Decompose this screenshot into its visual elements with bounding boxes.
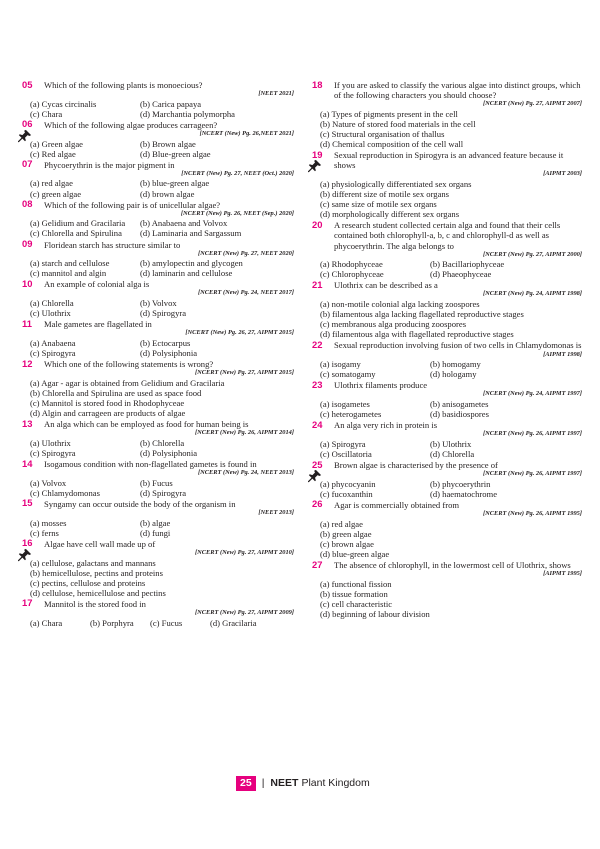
question-stem xyxy=(22,419,294,429)
question-stem xyxy=(312,150,582,170)
question-stem xyxy=(312,460,582,470)
question-stem xyxy=(22,319,294,329)
question-source: [NCERT (New) Pg. 27, NEET (Oct.) 2020] xyxy=(181,169,294,177)
question-text: Algae have cell wall made up of xyxy=(44,538,156,549)
answer-option[interactable]: (b) homogamy xyxy=(430,359,481,370)
answer-option[interactable]: (d) Laminaria and Sargassum xyxy=(140,228,242,239)
question-stem xyxy=(312,380,582,390)
options-list xyxy=(312,479,582,499)
question-block xyxy=(22,419,294,458)
answer-option[interactable]: (c) Ulothrix xyxy=(30,308,71,319)
answer-option[interactable]: (a) starch and cellulose xyxy=(30,258,110,269)
question-block xyxy=(22,539,294,598)
question-number: 22 xyxy=(312,338,323,350)
answer-option[interactable]: (b) Chlorella xyxy=(140,437,185,448)
answer-option[interactable]: (a) physiologically differentiated sex organs xyxy=(320,178,472,189)
answer-option[interactable]: (b) green algae xyxy=(320,528,372,539)
question-text: Mannitol is the stored food in xyxy=(44,598,146,609)
answer-option[interactable]: (a) Rhodophyceae xyxy=(320,259,383,270)
answer-option[interactable]: (b) Brown algae xyxy=(140,138,196,149)
question-stem xyxy=(22,459,294,469)
answer-option[interactable]: (d) morphologically different sex organs xyxy=(320,209,460,220)
answer-option[interactable]: (c) Chlorophyceae xyxy=(320,269,384,280)
question-stem xyxy=(22,160,294,170)
answer-option[interactable]: (c) Chlorella and Spirulina xyxy=(30,228,122,239)
options-list xyxy=(22,438,294,458)
answer-option[interactable]: (a) mosses xyxy=(30,517,67,528)
page-number: 25 xyxy=(236,776,256,791)
question-text: Brown algae is characterised by the presence of xyxy=(334,460,498,471)
question-source: [NCERT (New) Pg. 26, AIPMT 1995] xyxy=(483,510,582,518)
answer-option[interactable]: (d) Chlorella xyxy=(430,448,475,459)
question-stem xyxy=(312,280,582,290)
answer-option[interactable]: (b) Ulothrix xyxy=(430,438,472,449)
pushpin-icon xyxy=(308,159,322,173)
question-number: 26 xyxy=(312,498,323,510)
question-text: An example of colonial alga is xyxy=(44,279,150,290)
answer-option[interactable]: (d) fungi xyxy=(140,527,171,538)
question-text: Agar is commercially obtained from xyxy=(334,499,460,510)
options-list xyxy=(22,258,294,278)
answer-option[interactable]: (c) Mannitol is stored food in Rhodophyceae xyxy=(30,398,185,408)
question-text: Floridean starch has structure similar to xyxy=(44,239,181,250)
question-source: [NCERT (New) Pg. 24, NEET 2013] xyxy=(197,469,294,477)
answer-option[interactable]: (c) Red algae xyxy=(30,148,76,159)
question-number: 07 xyxy=(22,158,33,170)
answer-option[interactable]: (d) basidiospores xyxy=(430,409,489,420)
question-block xyxy=(22,319,294,358)
answer-option[interactable]: (a) Chara xyxy=(30,617,63,628)
options-list xyxy=(312,399,582,419)
question-number: 23 xyxy=(312,378,323,390)
question-text: Which of the following plants is monoecious? xyxy=(44,80,203,90)
answer-option[interactable]: (a) Cycas circinalis xyxy=(30,98,97,109)
question-source: [NEET 2013] xyxy=(258,509,294,517)
question-number: 09 xyxy=(22,238,33,249)
answer-option[interactable]: (d) Phaeophyceae xyxy=(430,269,492,280)
options-list xyxy=(312,179,582,219)
answer-option[interactable]: (c) Chara xyxy=(30,108,63,119)
question-text: An alga which can be employed as food for human being is xyxy=(44,419,249,430)
answer-option[interactable]: (b) Fucus xyxy=(140,477,173,488)
options-list xyxy=(22,558,294,598)
question-block xyxy=(312,220,582,279)
question-source: [NCERT (New) Pg. 26, AIPMT 1997] xyxy=(483,430,582,438)
question-source: [NCERT (New) Pg. 26, AIPMT 2014] xyxy=(195,429,294,437)
answer-option[interactable]: (c) mannitol and algin xyxy=(30,268,107,279)
question-block xyxy=(312,80,582,149)
answer-option[interactable]: (c) pectins, cellulose and proteins xyxy=(30,577,146,588)
answer-option[interactable]: (b) anisogametes xyxy=(430,399,489,409)
question-number: 15 xyxy=(22,497,33,509)
options-list xyxy=(22,518,294,538)
question-text: Ulothrix filaments produce xyxy=(334,380,428,391)
answer-option[interactable]: (c) heterogametes xyxy=(320,409,382,420)
question-number: 18 xyxy=(312,78,323,90)
question-number: 24 xyxy=(312,418,323,430)
question-text: Ulothrix can be described as a xyxy=(334,280,438,291)
answer-option[interactable]: (c) Fucus xyxy=(150,617,183,628)
question-source: [NCERT (New) Pg. 26, NEET (Sep.) 2020] xyxy=(180,209,294,217)
question-source: [NCERT (New) Pg. 27, AIPMT 2000] xyxy=(483,250,582,258)
options-list xyxy=(312,579,582,619)
question-number: 19 xyxy=(312,148,323,160)
answer-option[interactable]: (c) ferns xyxy=(30,527,59,538)
answer-option[interactable]: (a) Spirogyra xyxy=(320,438,366,449)
question-source: [NCERT (New) Pg. 26, 27, AIPMT 2015] xyxy=(185,329,294,337)
answer-option[interactable]: (a) cellulose, galactans and mannans xyxy=(30,557,156,568)
question-stem xyxy=(312,420,582,430)
answer-option[interactable]: (a) red algae xyxy=(30,178,73,189)
answer-option[interactable]: (b) Bacillariophyceae xyxy=(430,259,505,270)
answer-option[interactable]: (d) Marchantia polymorpha xyxy=(140,108,235,119)
question-block xyxy=(22,200,294,239)
options-list xyxy=(312,299,582,339)
question-text: Phycoerythrin is the major pigment in xyxy=(44,159,175,170)
question-source: [AIPMT 1998] xyxy=(543,350,582,358)
answer-option[interactable]: (c) membranous alga producing zoospores xyxy=(320,319,467,330)
answer-option[interactable]: (d) Algin and carrageen are products of algae xyxy=(30,408,186,419)
question-block xyxy=(22,279,294,318)
answer-option[interactable]: (a) Agar - agar is obtained from Gelidium and Gracilaria xyxy=(30,377,225,388)
options-list xyxy=(312,259,582,279)
question-number: 13 xyxy=(22,417,33,429)
pushpin-icon xyxy=(308,469,322,483)
question-stem xyxy=(22,539,294,549)
answer-option[interactable]: (c) Spirogyra xyxy=(30,348,76,359)
answer-option[interactable]: (a) Volvox xyxy=(30,477,67,488)
question-number: 06 xyxy=(22,118,33,130)
question-source: [AIPMT 1995] xyxy=(543,570,582,578)
answer-option[interactable]: (b) filamentous alga lacking flagellated reproductive stages xyxy=(320,309,524,320)
answer-option[interactable]: (b) amylopectin and glycogen xyxy=(140,258,243,269)
options-list xyxy=(22,478,294,498)
answer-option[interactable]: (c) fucoxanthin xyxy=(320,488,373,499)
answer-option[interactable]: (d) Blue-green algae xyxy=(140,148,211,159)
question-source: [NCERT (New) Pg. 26,NEET 2021] xyxy=(199,129,294,137)
question-number: 12 xyxy=(22,357,33,369)
question-source: [NCERT (New) Pg. 27, AIPMT 2010] xyxy=(195,548,294,556)
answer-option[interactable]: (c) Chlamydomonas xyxy=(30,487,100,498)
question-source: [NCERT (New) Pg. 26, AIPMT 1997] xyxy=(483,470,582,478)
answer-option[interactable]: (d) Spirogyra xyxy=(140,487,187,498)
answer-option[interactable]: (a) isogamy xyxy=(320,359,361,370)
answer-option[interactable]: (d) blue-green algae xyxy=(320,548,390,559)
question-text: Which of the following pair is of unicellular algae? xyxy=(44,199,221,210)
question-stem xyxy=(312,220,582,250)
question-number: 11 xyxy=(22,317,32,329)
answer-option[interactable]: (c) green algae xyxy=(30,188,82,199)
answer-option[interactable]: (d) Polysiphonia xyxy=(140,447,198,458)
answer-option[interactable]: (c) Oscillatoria xyxy=(320,448,372,459)
answer-option[interactable]: (b) phycoerythrin xyxy=(430,478,491,489)
question-block xyxy=(312,420,582,459)
question-source: [NEET 2021] xyxy=(258,90,294,98)
question-stem xyxy=(22,599,294,609)
question-number: 05 xyxy=(22,78,33,90)
question-text: Sexual reproduction in Spirogyra is an advanced feature because it shows xyxy=(334,150,564,171)
question-text: A research student collected certain alga and found that their cells contained both chlorophyll-a, b, c and chlorophyll-d as well as phycoerythrin. The alga belongs to xyxy=(334,220,561,251)
answer-option[interactable]: (a) Anabaena xyxy=(30,337,76,348)
question-stem xyxy=(22,200,294,210)
answer-option[interactable]: (b) Volvox xyxy=(140,298,177,309)
question-stem xyxy=(22,80,294,90)
question-source: [NCERT (New) Pg. 24, AIPMT 1998] xyxy=(483,290,582,298)
question-number: 10 xyxy=(22,277,33,289)
right-column xyxy=(312,80,582,620)
answer-option[interactable]: (b) Porphyra xyxy=(90,617,134,628)
question-source: [NCERT (New) Pg. 24, AIPMT 1997] xyxy=(483,390,582,398)
answer-option[interactable]: (c) Structural organisation of thallus xyxy=(320,128,445,139)
question-block xyxy=(22,459,294,498)
options-list xyxy=(312,439,582,459)
question-stem xyxy=(22,240,294,250)
answer-option[interactable]: (a) phycocyanin xyxy=(320,478,376,489)
answer-option[interactable]: (a) functional fission xyxy=(320,578,392,589)
question-source: [NCERT (New) Pg. 27, AIPMT 2009] xyxy=(195,608,294,616)
answer-option[interactable]: (b) Carica papaya xyxy=(140,98,202,109)
footer-chapter: Plant Kingdom xyxy=(301,777,370,789)
question-block xyxy=(312,460,582,499)
question-block xyxy=(312,280,582,339)
answer-option[interactable]: (b) Anabaena and Volvox xyxy=(140,218,228,229)
options-list xyxy=(22,178,294,198)
question-number: 27 xyxy=(312,558,323,570)
question-number: 25 xyxy=(312,458,323,470)
question-source: [NCERT (New) Pg. 27, NEET 2020] xyxy=(197,249,294,257)
question-number: 21 xyxy=(312,278,323,290)
answer-option[interactable]: (b) tissue formation xyxy=(320,588,388,599)
answer-option[interactable]: (d) haematochrome xyxy=(430,488,498,499)
question-block xyxy=(312,500,582,559)
answer-option[interactable]: (a) non-motile colonial alga lacking zoospores xyxy=(320,299,480,310)
question-number: 16 xyxy=(22,537,33,549)
options-list xyxy=(22,298,294,318)
answer-option[interactable]: (b) Ectocarpus xyxy=(140,337,191,348)
answer-option[interactable]: (b) blue-green algae xyxy=(140,178,210,189)
question-stem xyxy=(312,560,582,570)
answer-option[interactable]: (a) Gelidium and Gracilaria xyxy=(30,218,126,229)
pushpin-icon xyxy=(18,548,32,562)
question-stem xyxy=(22,120,294,130)
question-text: Male gametes are flagellated in xyxy=(44,319,152,330)
pushpin-icon xyxy=(18,129,32,143)
answer-option[interactable]: (a) isogametes xyxy=(320,399,370,409)
answer-option[interactable]: (a) Chlorella xyxy=(30,298,74,309)
question-number: 20 xyxy=(312,218,323,230)
question-stem xyxy=(22,279,294,289)
answer-option[interactable]: (a) Types of pigments present in the cell xyxy=(320,108,458,119)
question-text: If you are asked to classify the various algae into distinct groups, which of the following characters you should choose? xyxy=(334,80,581,101)
question-block xyxy=(22,359,294,418)
answer-option[interactable]: (a) Ulothrix xyxy=(30,437,71,448)
question-text: An alga very rich in protein is xyxy=(334,420,438,431)
answer-option[interactable]: (c) cell characteristic xyxy=(320,598,393,609)
answer-option[interactable]: (c) brown algae xyxy=(320,538,374,549)
options-list xyxy=(22,378,294,418)
question-block xyxy=(312,560,582,619)
question-source: [NCERT (New) Pg. 27, AIPMT 2007] xyxy=(483,100,582,108)
answer-option[interactable]: (d) Gracilaria xyxy=(210,617,257,628)
question-block xyxy=(22,160,294,199)
answer-option[interactable]: (b) Chlorella and Spirulina are used as space food xyxy=(30,387,202,398)
question-text: The absence of chlorophyll, in the lowermost cell of Ulothrix, shows xyxy=(334,560,571,570)
question-text: Sexual reproduction involving fusion of two cells in Chlamydomonas is xyxy=(334,340,582,351)
options-list xyxy=(22,99,294,119)
question-stem xyxy=(22,499,294,509)
question-block xyxy=(22,599,294,628)
question-text: Syngamy can occur outside the body of the organism in xyxy=(44,498,236,509)
page-footer xyxy=(236,775,370,791)
answer-option[interactable]: (d) laminarin and cellulose xyxy=(140,268,233,279)
options-list xyxy=(22,139,294,159)
options-list xyxy=(22,218,294,238)
answer-option[interactable]: (d) beginning of labour division xyxy=(320,608,430,619)
question-text: Isogamous condition with non-flagellated gametes is found in xyxy=(44,459,257,470)
options-list xyxy=(312,359,582,379)
question-number: 14 xyxy=(22,457,33,469)
question-text: Which of the following algae produces carrageen? xyxy=(44,119,218,130)
question-block xyxy=(312,380,582,419)
question-stem xyxy=(312,80,582,100)
question-block xyxy=(312,340,582,379)
answer-option[interactable]: (b) algae xyxy=(140,517,171,528)
options-list xyxy=(22,618,294,628)
options-list xyxy=(312,109,582,149)
question-block xyxy=(22,120,294,159)
answer-option[interactable]: (d) Polysiphonia xyxy=(140,348,198,359)
answer-option[interactable]: (a) red algae xyxy=(320,518,363,529)
answer-option[interactable]: (c) somatogamy xyxy=(320,369,376,380)
left-column xyxy=(22,80,294,629)
answer-option[interactable]: (d) brown algae xyxy=(140,188,195,199)
question-text: Which one of the following statements is wrong? xyxy=(44,359,214,370)
answer-option[interactable]: (b) Nature of stored food materials in the cell xyxy=(320,118,476,129)
answer-option[interactable]: (b) different size of motile sex organs xyxy=(320,189,450,200)
question-block xyxy=(22,499,294,538)
answer-option[interactable]: (d) hologamy xyxy=(430,369,477,380)
question-number: 17 xyxy=(22,597,33,609)
question-stem xyxy=(312,500,582,510)
answer-option[interactable]: (d) Spirogyra xyxy=(140,308,187,319)
question-source: [NCERT (New) Pg. 24, NEET 2017] xyxy=(197,289,294,297)
answer-option[interactable]: (a) Green algae xyxy=(30,138,83,149)
answer-option[interactable]: (d) Chemical composition of the cell wall xyxy=(320,139,464,150)
options-list xyxy=(312,519,582,559)
answer-option[interactable]: (d) filamentous alga with flagellated reproductive stages xyxy=(320,329,514,340)
question-number: 08 xyxy=(22,198,33,210)
question-block xyxy=(22,240,294,279)
question-source: [NCERT (New) Pg. 27, AIPMT 2015] xyxy=(195,369,294,377)
footer-separator: | xyxy=(261,777,265,789)
answer-option[interactable]: (b) hemicellulose, pectins and proteins xyxy=(30,567,163,578)
question-block xyxy=(22,80,294,119)
options-list xyxy=(22,338,294,358)
answer-option[interactable]: (c) same size of motile sex organs xyxy=(320,199,437,210)
question-stem xyxy=(22,359,294,369)
answer-option[interactable]: (c) Spirogyra xyxy=(30,447,76,458)
footer-brand: NEET xyxy=(270,777,299,789)
question-source: [AIPMT 2003] xyxy=(543,170,582,178)
question-stem xyxy=(312,340,582,350)
question-block xyxy=(312,150,582,219)
answer-option[interactable]: (d) cellulose, hemicellulose and pectins xyxy=(30,587,166,598)
